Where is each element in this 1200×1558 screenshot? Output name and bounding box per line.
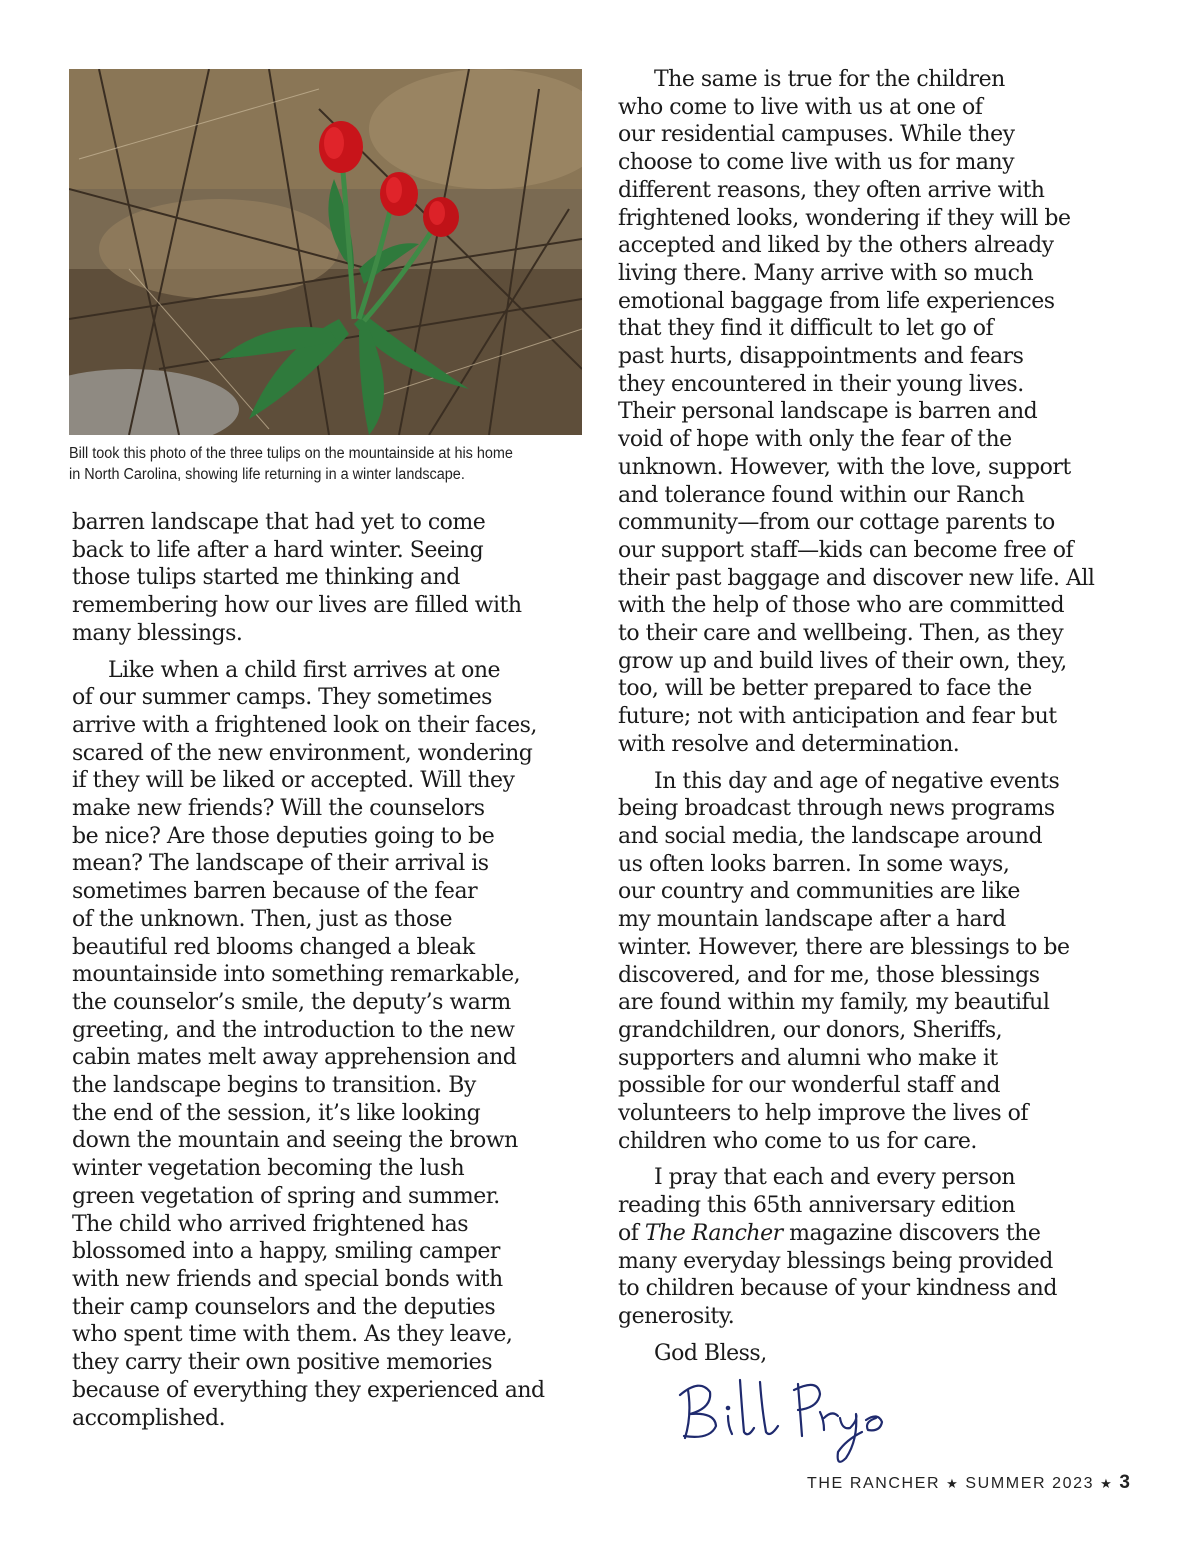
text-line: that they find it difficult to let go of bbox=[618, 316, 994, 342]
text-line: generosity. bbox=[618, 1303, 735, 1329]
text-line: barren landscape that had yet to come bbox=[72, 510, 486, 535]
paragraph bbox=[618, 768, 1138, 1156]
text-line: those tulips started me thinking and bbox=[72, 565, 460, 591]
paragraph bbox=[72, 509, 592, 648]
text-line: In this day and age of negative events bbox=[654, 768, 1060, 794]
text-line: past hurts, disappointments and fears bbox=[618, 344, 1024, 370]
text-line: discovered, and for me, those blessings bbox=[618, 962, 1040, 988]
text-line: arrive with a frightened look on their faces, bbox=[72, 712, 537, 738]
text-line: The child who arrived frightened has bbox=[72, 1211, 469, 1237]
text-line: supporters and alumni who make it bbox=[618, 1045, 998, 1071]
text-line: our country and communities are like bbox=[618, 879, 1020, 905]
text-line: living there. Many arrive with so much bbox=[618, 260, 1034, 286]
text-line: being broadcast through news programs bbox=[618, 796, 1055, 822]
text-line: and social media, the landscape around bbox=[618, 823, 1043, 849]
text-line: frightened looks, wondering if they will be bbox=[618, 205, 1071, 231]
page-footer bbox=[807, 1472, 1130, 1494]
text-line: grandchildren, our donors, Sheriffs, bbox=[618, 1017, 1003, 1043]
text-line: cabin mates melt away apprehension and bbox=[72, 1045, 517, 1071]
text-line: accepted and liked by the others already bbox=[618, 233, 1054, 259]
text-line: too, will be better prepared to face the bbox=[618, 676, 1032, 702]
text-line: my mountain landscape after a hard bbox=[618, 907, 1006, 933]
text-line: to children because of your kindness and bbox=[618, 1276, 1057, 1302]
tulip-photo bbox=[69, 69, 582, 435]
text-line: I pray that each and every person bbox=[654, 1165, 1015, 1191]
text-line: winter. However, there are blessings to be bbox=[618, 934, 1070, 960]
text-line: are found within my family, my beautiful bbox=[618, 990, 1050, 1016]
text-line: beautiful red blooms changed a bleak bbox=[72, 934, 475, 960]
text-line: choose to come live with us for many bbox=[618, 150, 1015, 176]
text-line: and tolerance found within our Ranch bbox=[618, 482, 1025, 508]
text-line: our support staff—kids can become free of bbox=[618, 537, 1074, 563]
text-line: The same is true for the children bbox=[654, 67, 1005, 92]
page-number: 3 bbox=[1119, 1472, 1130, 1493]
text-line: different reasons, they often arrive with bbox=[618, 177, 1045, 203]
star-icon: ★ bbox=[1100, 1476, 1114, 1491]
text-fragment: of bbox=[618, 1220, 645, 1246]
text-line: many everyday blessings being provided bbox=[618, 1248, 1053, 1274]
text-line: void of hope with only the fear of the bbox=[618, 427, 1012, 453]
text-line: because of everything they experienced and bbox=[72, 1377, 545, 1403]
text-line: greeting, and the introduction to the new bbox=[72, 1017, 515, 1043]
text-line: they carry their own positive memories bbox=[72, 1350, 492, 1376]
magazine-title: The Rancher bbox=[644, 1220, 783, 1246]
issue-date: SUMMER 2023 bbox=[965, 1475, 1095, 1492]
photo-caption bbox=[69, 443, 553, 485]
text-line: blossomed into a happy, smiling camper bbox=[72, 1239, 500, 1265]
text-fragment: magazine discovers the bbox=[782, 1220, 1041, 1246]
text-line: Their personal landscape is barren and bbox=[618, 399, 1038, 425]
text-line: unknown. However, with the love, support bbox=[618, 454, 1071, 480]
text-line: green vegetation of spring and summer. bbox=[72, 1183, 500, 1209]
text-line: to their care and wellbeing. Then, as they bbox=[618, 621, 1064, 647]
text-line: mean? The landscape of their arrival is bbox=[72, 851, 489, 877]
text-line: of our summer camps. They sometimes bbox=[72, 685, 492, 711]
text-line: mountainside into something remarkable, bbox=[72, 962, 521, 988]
text-line: future; not with anticipation and fear but bbox=[618, 704, 1057, 730]
paragraph bbox=[618, 1164, 1138, 1330]
caption-line: in North Carolina, showing life returning in a winter landscape. bbox=[69, 466, 465, 483]
text-line: the counselor’s smile, the deputy’s warm bbox=[72, 989, 511, 1015]
text-line: grow up and build lives of their own, they, bbox=[618, 648, 1067, 674]
text-line: with new friends and special bonds with bbox=[72, 1266, 503, 1292]
paragraph bbox=[618, 66, 1138, 759]
text-line: volunteers to help improve the lives of bbox=[618, 1101, 1029, 1127]
text-line: they encountered in their young lives. bbox=[618, 371, 1024, 397]
star-icon: ★ bbox=[946, 1476, 960, 1491]
text-line: their camp counselors and the deputies bbox=[72, 1294, 496, 1320]
text-line: of the unknown. Then, just as those bbox=[72, 906, 453, 932]
text-line: many blessings. bbox=[72, 620, 243, 646]
caption-line: Bill took this photo of the three tulips on the mountainside at his home bbox=[69, 445, 513, 462]
left-column bbox=[72, 509, 592, 1441]
text-line: down the mountain and seeing the brown bbox=[72, 1128, 518, 1154]
text-line: if they will be liked or accepted. Will they bbox=[72, 768, 515, 794]
closing-line: God Bless, bbox=[654, 1340, 767, 1366]
text-line: us often looks barren. In some ways, bbox=[618, 851, 1010, 877]
text-line: remembering how our lives are filled with bbox=[72, 593, 522, 619]
text-line: community—from our cottage parents to bbox=[618, 510, 1055, 536]
publication-name: THE RANCHER bbox=[806, 1475, 941, 1492]
text-line: the landscape begins to transition. By bbox=[72, 1073, 476, 1099]
text-line: who spent time with them. As they leave, bbox=[72, 1322, 513, 1348]
signature bbox=[670, 1370, 900, 1470]
closing bbox=[618, 1340, 1138, 1368]
text-line: children who come to us for care. bbox=[618, 1128, 977, 1154]
text-line: their past baggage and discover new life. All bbox=[618, 565, 1095, 591]
text-line: with resolve and determination. bbox=[618, 731, 960, 757]
text-line: emotional baggage from life experiences bbox=[618, 288, 1055, 314]
text-line: the end of the session, it’s like looking bbox=[72, 1100, 481, 1126]
text-line: who come to live with us at one of bbox=[618, 94, 983, 120]
text-line: scared of the new environment, wondering bbox=[72, 740, 533, 766]
paragraph bbox=[72, 657, 592, 1433]
text-line: be nice? Are those deputies going to be bbox=[72, 823, 495, 849]
text-line: make new friends? Will the counselors bbox=[72, 796, 485, 822]
text-line: back to life after a hard winter. Seeing bbox=[72, 537, 484, 563]
text-line: sometimes barren because of the fear bbox=[72, 879, 478, 905]
text-line: our residential campuses. While they bbox=[618, 122, 1015, 148]
text-line: accomplished. bbox=[72, 1405, 226, 1431]
text-line: reading this 65th anniversary edition bbox=[618, 1193, 1016, 1219]
text-line: with the help of those who are committed bbox=[618, 593, 1065, 619]
text-line: Like when a child first arrives at one bbox=[108, 657, 501, 683]
right-column bbox=[618, 66, 1138, 1376]
text-line bbox=[618, 1220, 1138, 1248]
text-line: winter vegetation becoming the lush bbox=[72, 1156, 465, 1182]
text-line: possible for our wonderful staff and bbox=[618, 1073, 1000, 1099]
